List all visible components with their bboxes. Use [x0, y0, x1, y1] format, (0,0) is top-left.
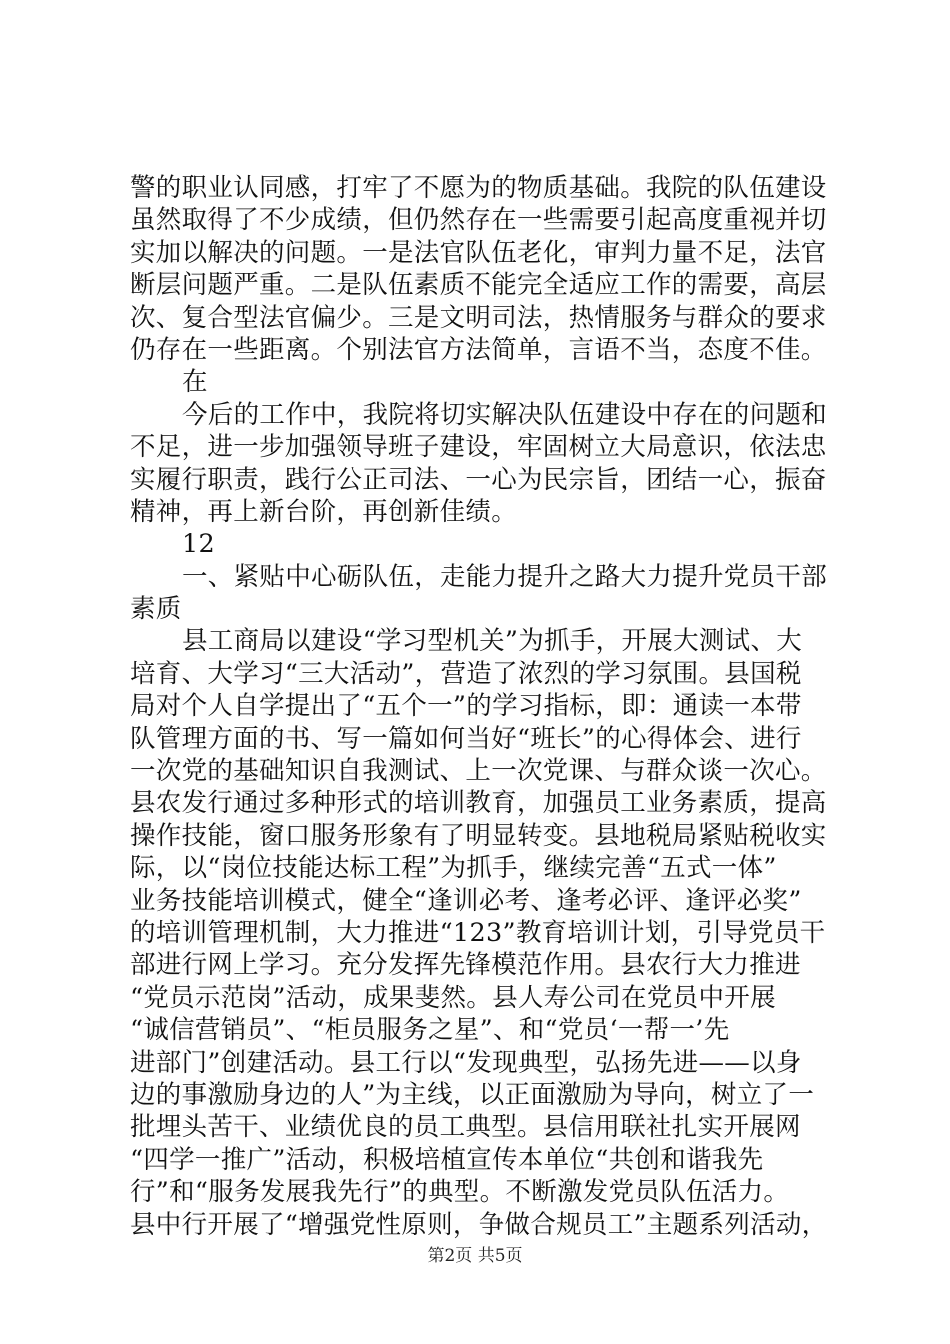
- text-line: 一、紧贴中心砺队伍，走能力提升之路大力提升党员干部: [182, 561, 828, 592]
- text-line: 断层问题严重。二是队伍素质不能完全适应工作的需要，高层: [130, 270, 827, 301]
- text-line: 县工商局以建设“学习型机关”为抓手，开展大测试、大: [182, 626, 803, 657]
- page-footer: 第2页 共5页: [427, 1246, 523, 1266]
- text-line: 县中行开展了“增强党性原则，争做合规员工”主题系列活动，: [130, 1209, 828, 1240]
- text-line: 虽然取得了不少成绩，但仍然存在一些需要引起高度重视并切: [130, 205, 827, 236]
- text-line: 培育、大学习“三大活动”，营造了浓烈的学习氛围。县国税: [130, 658, 802, 689]
- text-line: “四学一推广”活动，积极培植宣传本单位“共创和谐我先: [130, 1144, 764, 1175]
- text-line: 警的职业认同感，打牢了不愿为的物质基础。我院的队伍建设: [130, 173, 827, 203]
- text-line: 边的事激励身边的人”为主线，以正面激励为导向，树立了一: [130, 1079, 815, 1110]
- text-line: 仍存在一些距离。个别法官方法简单，言语不当，态度不佳。: [130, 334, 827, 365]
- text-line: 行”和“服务发展我先行”的典型。不断激发党员队伍活力。: [130, 1177, 790, 1208]
- text-line: 不足，进一步加强领导班子建设，牢固树立大局意识，依法忠: [130, 432, 827, 463]
- text-line: 县农发行通过多种形式的培训教育，加强员工业务素质，提高: [130, 788, 827, 819]
- text-line: 局对个人自学提出了“五个一”的学习指标，即：通读一本带: [130, 691, 802, 722]
- text-line: 今后的工作中，我院将切实解决队伍建设中存在的问题和: [182, 399, 828, 430]
- text-line: 批埋头苦干、业绩优良的员工典型。县信用联社扎实开展网: [130, 1112, 801, 1143]
- text-line: 一次党的基础知识自我测试、上一次党课、与群众谈一次心。: [130, 756, 827, 787]
- text-line: “诚信营销员”、“柜员服务之星”、和“党员‘一帮一’先: [130, 1015, 730, 1046]
- text-line: 操作技能，窗口服务形象有了明显转变。县地税局紧贴税收实: [130, 820, 827, 851]
- text-line: 在: [182, 367, 208, 398]
- text-line: 进部门”创建活动。县工行以“发现典型，弘扬先进——以身: [130, 1047, 802, 1078]
- text-line: “党员示范岗”活动，成果斐然。县人寿公司在党员中开展: [130, 982, 776, 1013]
- text-line: 精神，再上新台阶，再创新佳绩。: [130, 496, 518, 527]
- text-line: 实加以解决的问题。一是法官队伍老化，审判力量不足，法官: [130, 237, 827, 268]
- text-line: 业务技能培训模式，健全“逢训必考、逢考必评、逢评必奖”: [130, 885, 802, 916]
- text-line: 际，以“岗位技能达标工程”为抓手，继续完善“五式一体”: [130, 853, 777, 884]
- text-line: 实履行职责，践行公正司法、一心为民宗旨，团结一心，振奋: [130, 464, 827, 495]
- text-line: 队管理方面的书、写一篇如何当好“班长”的心得体会、进行: [130, 723, 802, 754]
- text-line: 的培训管理机制，大力推进“123”教育培训计划，引导党员干: [130, 917, 826, 948]
- text-line: 素质: [130, 594, 182, 625]
- text-line: 次、复合型法官偏少。三是文明司法，热情服务与群众的要求: [130, 302, 827, 333]
- text-line: 12: [182, 529, 216, 560]
- document-body: [130, 172, 842, 1241]
- text-line: 部进行网上学习。充分发挥先锋模范作用。县农行大力推进: [130, 950, 801, 981]
